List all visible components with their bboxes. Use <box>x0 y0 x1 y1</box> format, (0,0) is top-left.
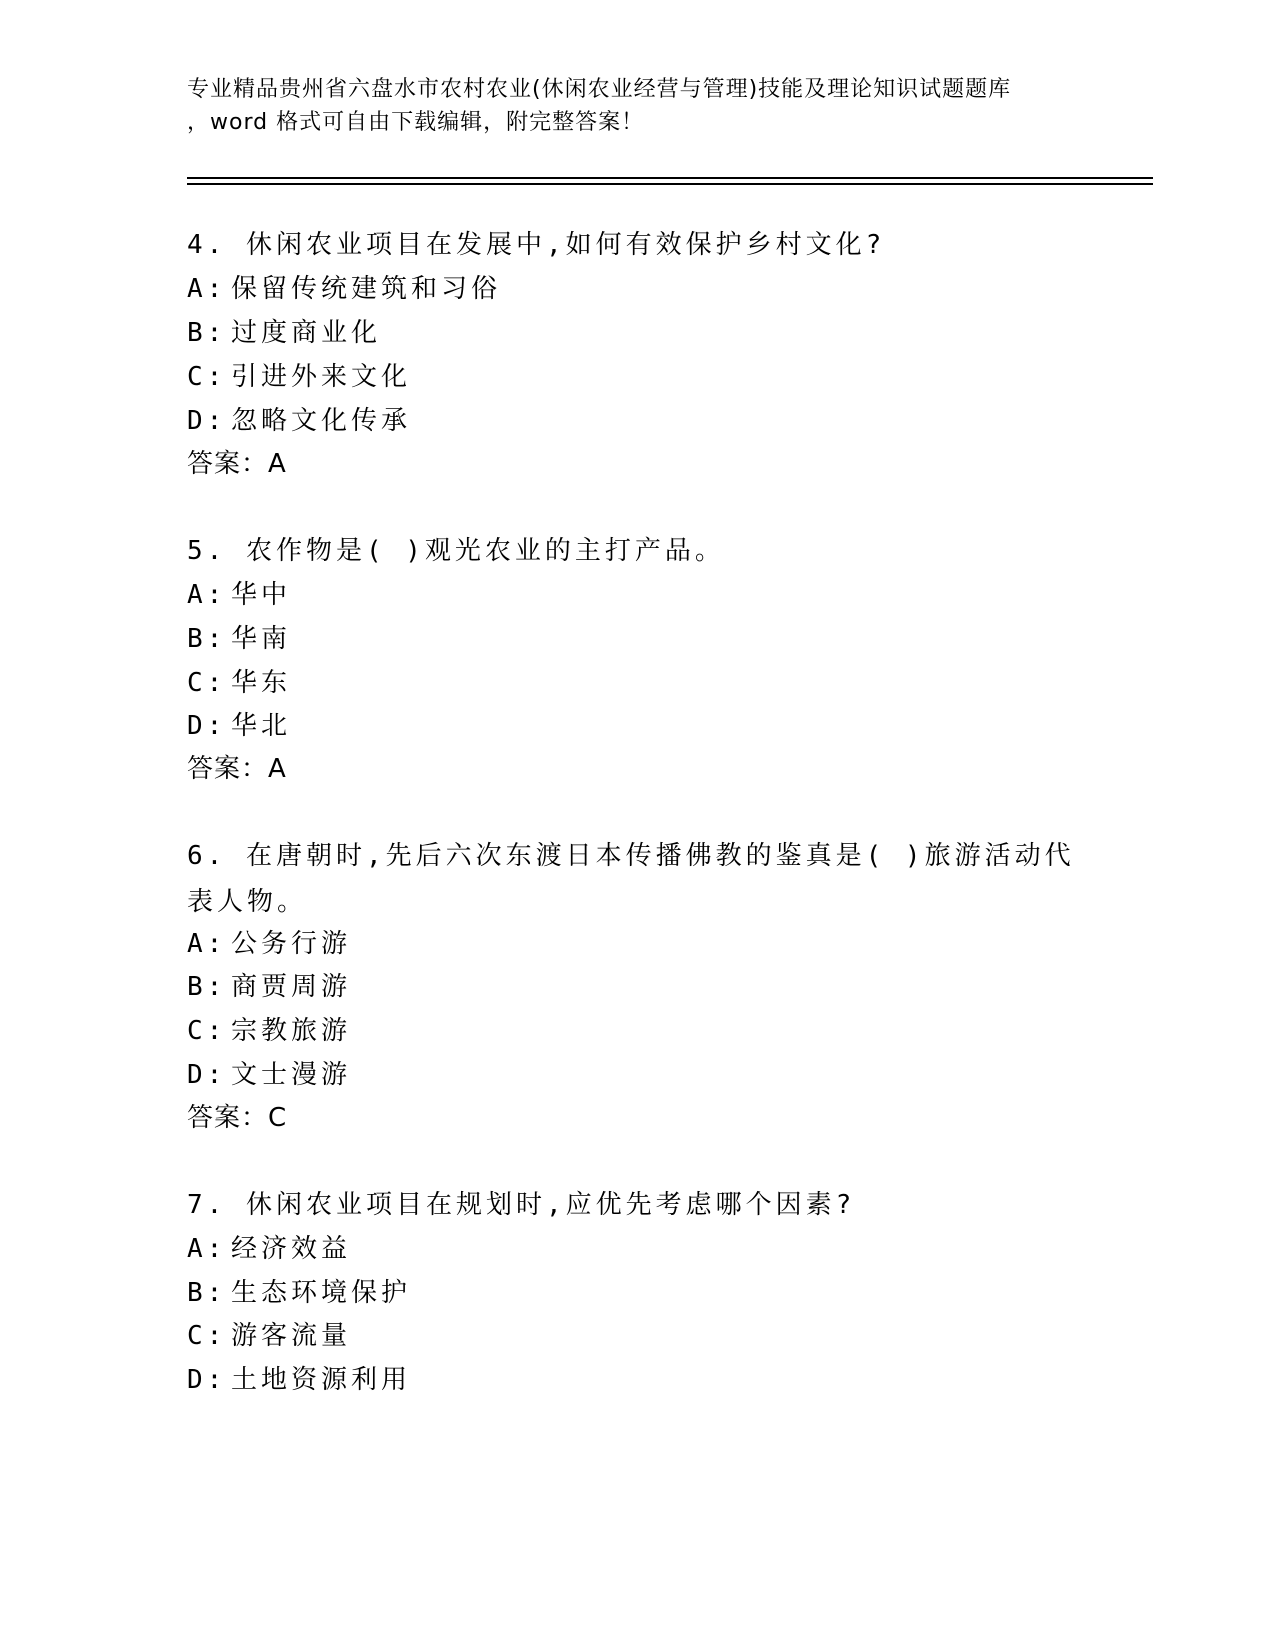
header-divider-top <box>187 177 1153 179</box>
option-c <box>187 1008 351 1054</box>
option-text: 华中 <box>231 580 292 610</box>
answer-line: 答案：A <box>187 754 287 784</box>
option-text: 土地资源利用 <box>231 1365 412 1395</box>
option-letter: B: <box>187 972 227 1002</box>
header-divider-bottom <box>187 183 1153 185</box>
option-text: 生态环境保护 <box>231 1278 412 1308</box>
option-letter: D: <box>187 406 227 436</box>
option-text: 忽略文化传承 <box>231 406 412 436</box>
option-text: 引进外来文化 <box>231 362 412 392</box>
option-letter: D: <box>187 1365 227 1395</box>
option-letter: A: <box>187 580 227 610</box>
option-text: 华北 <box>231 711 292 741</box>
option-text: 游客流量 <box>231 1321 352 1351</box>
option-d <box>187 703 291 749</box>
option-text: 华南 <box>231 624 292 654</box>
option-c <box>187 1313 351 1359</box>
option-text: 宗教旅游 <box>231 1016 352 1046</box>
document-header <box>187 73 1107 139</box>
header-title-line: 专业精品贵州省六盘水市农村农业(休闲农业经营与管理)技能及理论知识试题题库 <box>187 77 1012 102</box>
question-text: 4. 休闲农业项目在发展中,如何有效保护乡村文化? <box>187 230 886 260</box>
option-text: 文士漫游 <box>231 1060 352 1090</box>
option-a <box>187 266 501 312</box>
answer-line: 答案：A <box>187 449 287 479</box>
option-text: 公务行游 <box>231 929 352 959</box>
option-text: 保留传统建筑和习俗 <box>231 274 502 304</box>
option-a <box>187 921 351 967</box>
question-text: 7. 休闲农业项目在规划时,应优先考虑哪个因素? <box>187 1190 856 1220</box>
answer-line: 答案：C <box>187 1103 288 1133</box>
option-letter: C: <box>187 1016 227 1046</box>
option-letter: C: <box>187 1321 227 1351</box>
option-d <box>187 1357 411 1403</box>
option-b <box>187 964 351 1010</box>
option-letter: A: <box>187 1234 227 1264</box>
option-letter: A: <box>187 929 227 959</box>
option-letter: B: <box>187 318 227 348</box>
option-a <box>187 1226 351 1272</box>
option-d <box>187 1052 351 1098</box>
option-letter: A: <box>187 274 227 304</box>
question-text: 6. 在唐朝时,先后六次东渡日本传播佛教的鉴真是( )旅游活动代表人物。 <box>187 841 1075 917</box>
option-b <box>187 616 291 662</box>
option-text: 华东 <box>231 668 292 698</box>
option-letter: D: <box>187 711 227 741</box>
option-b <box>187 1270 411 1316</box>
option-c <box>187 660 291 706</box>
option-letter: C: <box>187 362 227 392</box>
option-c <box>187 354 411 400</box>
option-text: 商贾周游 <box>231 972 352 1002</box>
option-text: 过度商业化 <box>231 318 382 348</box>
option-letter: C: <box>187 668 227 698</box>
question-text: 5. 农作物是( )观光农业的主打产品。 <box>187 536 725 566</box>
option-b <box>187 310 381 356</box>
option-d <box>187 398 411 444</box>
option-a <box>187 572 291 618</box>
option-letter: B: <box>187 624 227 654</box>
header-subtitle-line: ，word 格式可自由下载编辑，附完整答案！ <box>187 110 645 135</box>
option-letter: B: <box>187 1278 227 1308</box>
option-text: 经济效益 <box>231 1234 352 1264</box>
option-letter: D: <box>187 1060 227 1090</box>
